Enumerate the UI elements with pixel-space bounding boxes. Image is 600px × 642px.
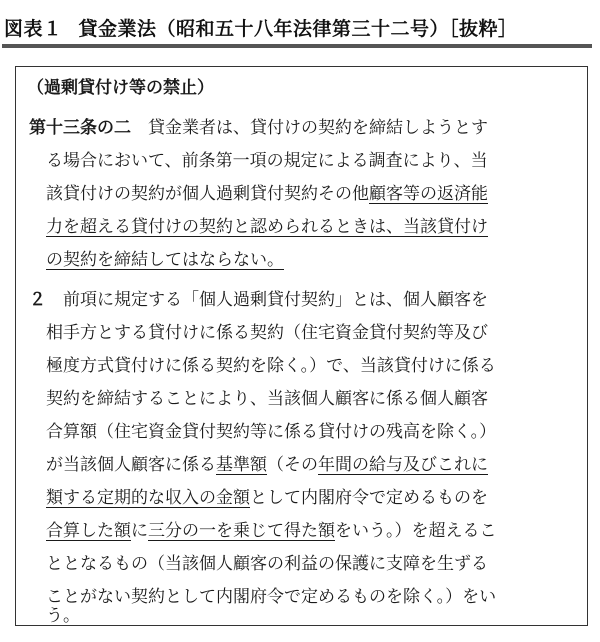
para2-underlined-2: 年間の給与及びこれに	[318, 455, 488, 475]
para2-underlined-4: 合算した額	[46, 521, 131, 541]
article-caption: （過剰貸付け等の禁止）	[27, 78, 214, 98]
para2-line-6	[46, 455, 488, 475]
article-underlined-1: 顧客等の返済能	[369, 184, 488, 204]
para2-line-2: 相手方とする貸付けに係る契約（住宅資金貸付契約等及び	[46, 323, 488, 343]
para2-text-6a: が当該個人顧客に係る	[46, 455, 216, 475]
statute-excerpt-box	[15, 66, 588, 626]
para2-underlined-3: 類する定期的な収入の金額	[46, 488, 250, 508]
article-line-5: の契約を締結してはならない。	[46, 250, 284, 270]
para2-text-8b: をいう。）を超えるこ	[335, 521, 497, 541]
para2-number: ２	[29, 290, 46, 310]
title-rule	[2, 44, 592, 48]
article-text-1: 貸金業者は、貸付けの契約を締結しようとす	[131, 118, 488, 138]
figure-title-text: 貸金業法（昭和五十八年法律第三十二号）［抜粋］	[78, 18, 518, 40]
para2-line-11: う。	[46, 606, 80, 626]
para2-line-4: 契約を締結することにより、当該個人顧客に係る個人顧客	[46, 389, 488, 409]
article-text-3: 該貸付けの契約が個人過剰貸付契約その他	[46, 184, 369, 204]
figure-number: 図表１	[4, 18, 63, 40]
article-line-3	[46, 184, 488, 204]
para2-underlined-1: 基準額	[216, 455, 267, 475]
para2-text-6b: （その	[267, 455, 318, 475]
para2-underlined-5: 三分の一を乗じて得た額	[148, 521, 335, 541]
article-line-2: る場合において、前条第一項の規定による調査により、当	[46, 151, 488, 171]
para2-line-7	[46, 488, 488, 508]
para2-line-8	[46, 521, 497, 541]
para2-text-1: 前項に規定する「個人過剰貸付契約」とは、個人顧客を	[46, 290, 488, 310]
para2-line-5: 合算額（住宅資金貸付契約等に係る貸付けの残高を除く。）	[46, 422, 497, 442]
para2-text-8a: に	[131, 521, 148, 541]
para2-line-1	[29, 290, 488, 310]
figure-title	[4, 14, 518, 41]
article-line-4: 力を超える貸付けの契約と認められるときは、当該貸付け	[46, 217, 488, 237]
article-label: 第十三条の二	[29, 118, 131, 138]
para2-text-7: として内閣府令で定めるものを	[250, 488, 488, 508]
para2-line-3: 極度方式貸付けに係る契約を除く。）で、当該貸付けに係る	[46, 356, 496, 376]
para2-line-10: ことがない契約として内閣府令で定めるものを除く。）をい	[46, 587, 497, 607]
article-line-1	[29, 118, 488, 138]
para2-line-9: ととなるもの（当該個人顧客の利益の保護に支障を生ずる	[46, 554, 488, 574]
